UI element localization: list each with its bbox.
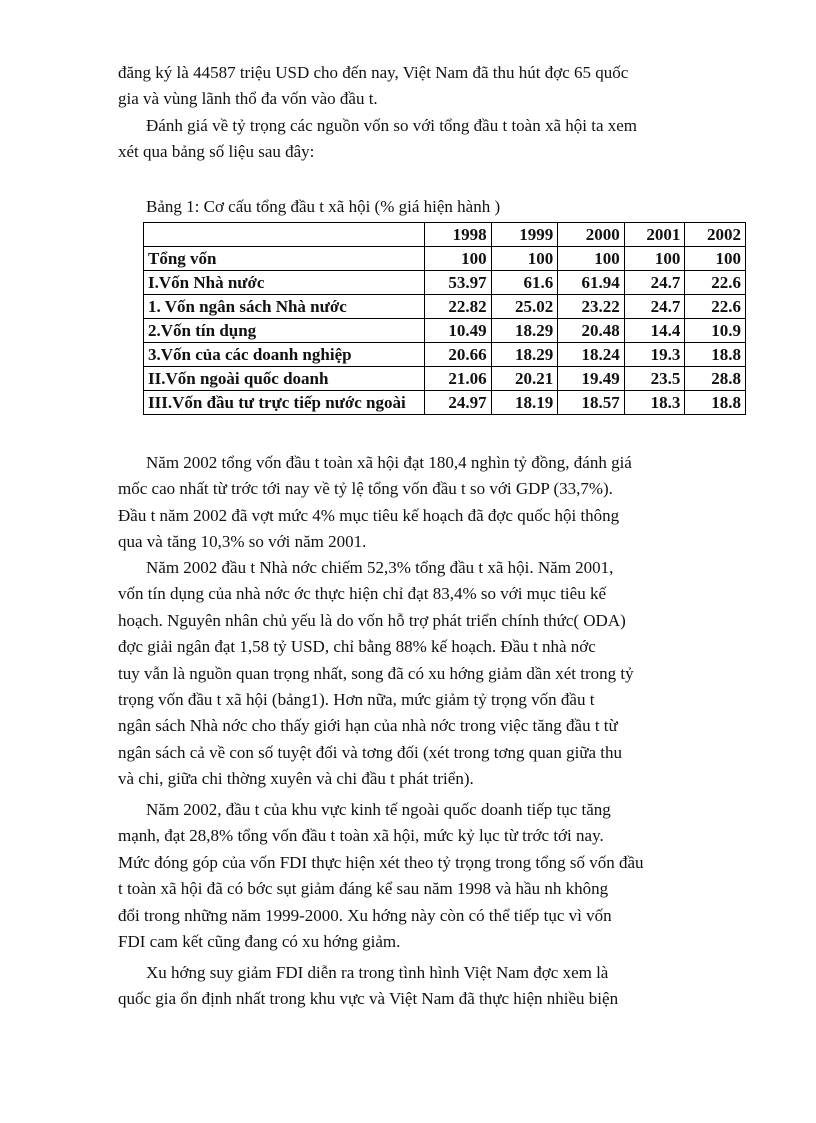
text-line: xét qua bảng số liệu sau đây:: [118, 142, 315, 162]
value-cell: 20.21: [491, 367, 558, 391]
text-line: mạnh, đạt 28,8% tổng vốn đầu t toàn xã hội, mức kỷ lục từ trớc tới nay.: [118, 826, 604, 846]
text-line: trọng vốn đầu t xã hội (bảng1). Hơn nữa, mức giảm tỷ trọng vốn đầu t: [118, 690, 595, 710]
value-cell: 23.5: [624, 367, 685, 391]
table-row: [144, 391, 746, 415]
header-year-cell: 1998: [425, 223, 492, 247]
row-label: II.Vốn ngoài quốc doanh: [144, 367, 425, 391]
row-label: 3.Vốn của các doanh nghiệp: [144, 343, 425, 367]
text-line: Năm 2002 tổng vốn đầu t toàn xã hội đạt 180,4 nghìn tỷ đồng, đánh giá: [146, 453, 632, 472]
paragraph-intro-table: [118, 113, 698, 166]
row-label: I.Vốn Nhà nước: [144, 271, 425, 295]
text-line: ngân sách cả về con số tuyệt đối và tơng đối (xét trong tơng quan giữa thu: [118, 742, 623, 762]
text-line: vốn tín dụng của nhà nớc ớc thực hiện chỉ đạt 83,4% so với mục tiêu kế: [118, 584, 606, 604]
text-line: Năm 2002 đầu t Nhà nớc chiếm 52,3% tổng đầu t xã hội. Năm 2001,: [146, 558, 614, 577]
value-cell: 100: [624, 247, 685, 271]
table-caption: Bảng 1: Cơ cấu tổng đầu t xã hội (% giá hiện hành ): [146, 197, 501, 216]
value-cell: 21.06: [425, 367, 492, 391]
text-line: t toàn xã hội đã có bớc sụt giảm đáng kể sau năm 1998 và hầu nh không: [118, 879, 609, 899]
text-line: và chi, giữa chi thờng xuyên và chi đầu t phát triển).: [118, 769, 474, 789]
header-empty-cell: [144, 223, 425, 247]
row-label: Tổng vốn: [144, 247, 425, 271]
row-label: III.Vốn đầu tư trực tiếp nước ngoài: [144, 391, 425, 415]
paragraph-state-investment: [118, 555, 698, 793]
value-cell: 61.6: [491, 271, 558, 295]
value-cell: 18.29: [491, 319, 558, 343]
value-cell: 18.19: [491, 391, 558, 415]
table-row: [144, 367, 746, 391]
value-cell: 20.66: [425, 343, 492, 367]
header-year-cell: 1999: [491, 223, 558, 247]
value-cell: 100: [425, 247, 492, 271]
value-cell: 100: [685, 247, 746, 271]
table-row: [144, 247, 746, 271]
value-cell: 25.02: [491, 295, 558, 319]
paragraph-fdi-countries: [118, 60, 698, 113]
table-row: [144, 319, 746, 343]
text-line: gia và vùng lãnh thổ đa vốn vào đầu t.: [118, 89, 378, 109]
table-header-row: [144, 223, 746, 247]
text-line: đăng ký là 44587 triệu USD cho đến nay, Việt Nam đã thu hút đợc 65 quốc: [118, 63, 629, 82]
value-cell: 18.3: [624, 391, 685, 415]
table-row: [144, 295, 746, 319]
value-cell: 22.82: [425, 295, 492, 319]
value-cell: 53.97: [425, 271, 492, 295]
value-cell: 22.6: [685, 295, 746, 319]
value-cell: 14.4: [624, 319, 685, 343]
value-cell: 18.29: [491, 343, 558, 367]
text-line: FDI cam kết cũng đang có xu hớng giảm.: [118, 932, 401, 952]
value-cell: 24.7: [624, 295, 685, 319]
text-line: Xu hớng suy giảm FDI diễn ra trong tình hình Việt Nam đợc xem là: [146, 963, 609, 982]
row-label: 2.Vốn tín dụng: [144, 319, 425, 343]
text-line: mốc cao nhất từ trớc tới nay về tỷ lệ tổng vốn đầu t so với GDP (33,7%).: [118, 479, 613, 499]
value-cell: 24.97: [425, 391, 492, 415]
text-line: qua và tăng 10,3% so với năm 2001.: [118, 532, 367, 552]
value-cell: 10.9: [685, 319, 746, 343]
paragraph-total-investment-2002: [118, 450, 698, 556]
investment-structure-table: [143, 222, 746, 415]
value-cell: 61.94: [558, 271, 625, 295]
value-cell: 20.48: [558, 319, 625, 343]
paragraph-private-sector-fdi: [118, 797, 698, 955]
paragraph-fdi-decline: [118, 960, 698, 1013]
text-line: tuy vẫn là nguồn quan trọng nhất, song đã có xu hớng giảm dần xét trong tỷ: [118, 663, 634, 683]
value-cell: 18.24: [558, 343, 625, 367]
table-row: [144, 343, 746, 367]
value-cell: 19.49: [558, 367, 625, 391]
text-line: Mức đóng góp của vốn FDI thực hiện xét theo tỷ trọng trong tổng số vốn đầu: [118, 852, 644, 872]
text-line: quốc gia ổn định nhất trong khu vực và Việt Nam đã thực hiện nhiều biện: [118, 989, 619, 1009]
text-line: ngân sách Nhà nớc cho thấy giới hạn của nhà nớc trong việc tăng đầu t từ: [118, 716, 618, 736]
row-label: 1. Vốn ngân sách Nhà nước: [144, 295, 425, 319]
value-cell: 18.8: [685, 391, 746, 415]
header-year-cell: 2001: [624, 223, 685, 247]
value-cell: 28.8: [685, 367, 746, 391]
text-line: Đầu t năm 2002 đã vợt mức 4% mục tiêu kế hoạch đã đợc quốc hội thông: [118, 505, 620, 525]
value-cell: 24.7: [624, 271, 685, 295]
header-year-cell: 2000: [558, 223, 625, 247]
value-cell: 19.3: [624, 343, 685, 367]
value-cell: 18.57: [558, 391, 625, 415]
text-line: Năm 2002, đầu t của khu vực kinh tế ngoài quốc doanh tiếp tục tăng: [146, 800, 611, 819]
header-year-cell: 2002: [685, 223, 746, 247]
text-line: đổi trong những năm 1999-2000. Xu hớng này còn có thể tiếp tục vì vốn: [118, 905, 612, 925]
value-cell: 10.49: [425, 319, 492, 343]
value-cell: 22.6: [685, 271, 746, 295]
value-cell: 23.22: [558, 295, 625, 319]
value-cell: 100: [491, 247, 558, 271]
text-line: Đánh giá về tỷ trọng các nguồn vốn so với tổng đầu t toàn xã hội ta xem: [146, 116, 638, 135]
value-cell: 18.8: [685, 343, 746, 367]
value-cell: 100: [558, 247, 625, 271]
text-line: đợc giải ngân đạt 1,58 tỷ USD, chỉ bằng 88% kế hoạch. Đầu t nhà nớc: [118, 637, 596, 657]
table-row: [144, 271, 746, 295]
text-line: hoạch. Nguyên nhân chủ yếu là do vốn hỗ trợ phát triển chính thức( ODA): [118, 610, 626, 630]
